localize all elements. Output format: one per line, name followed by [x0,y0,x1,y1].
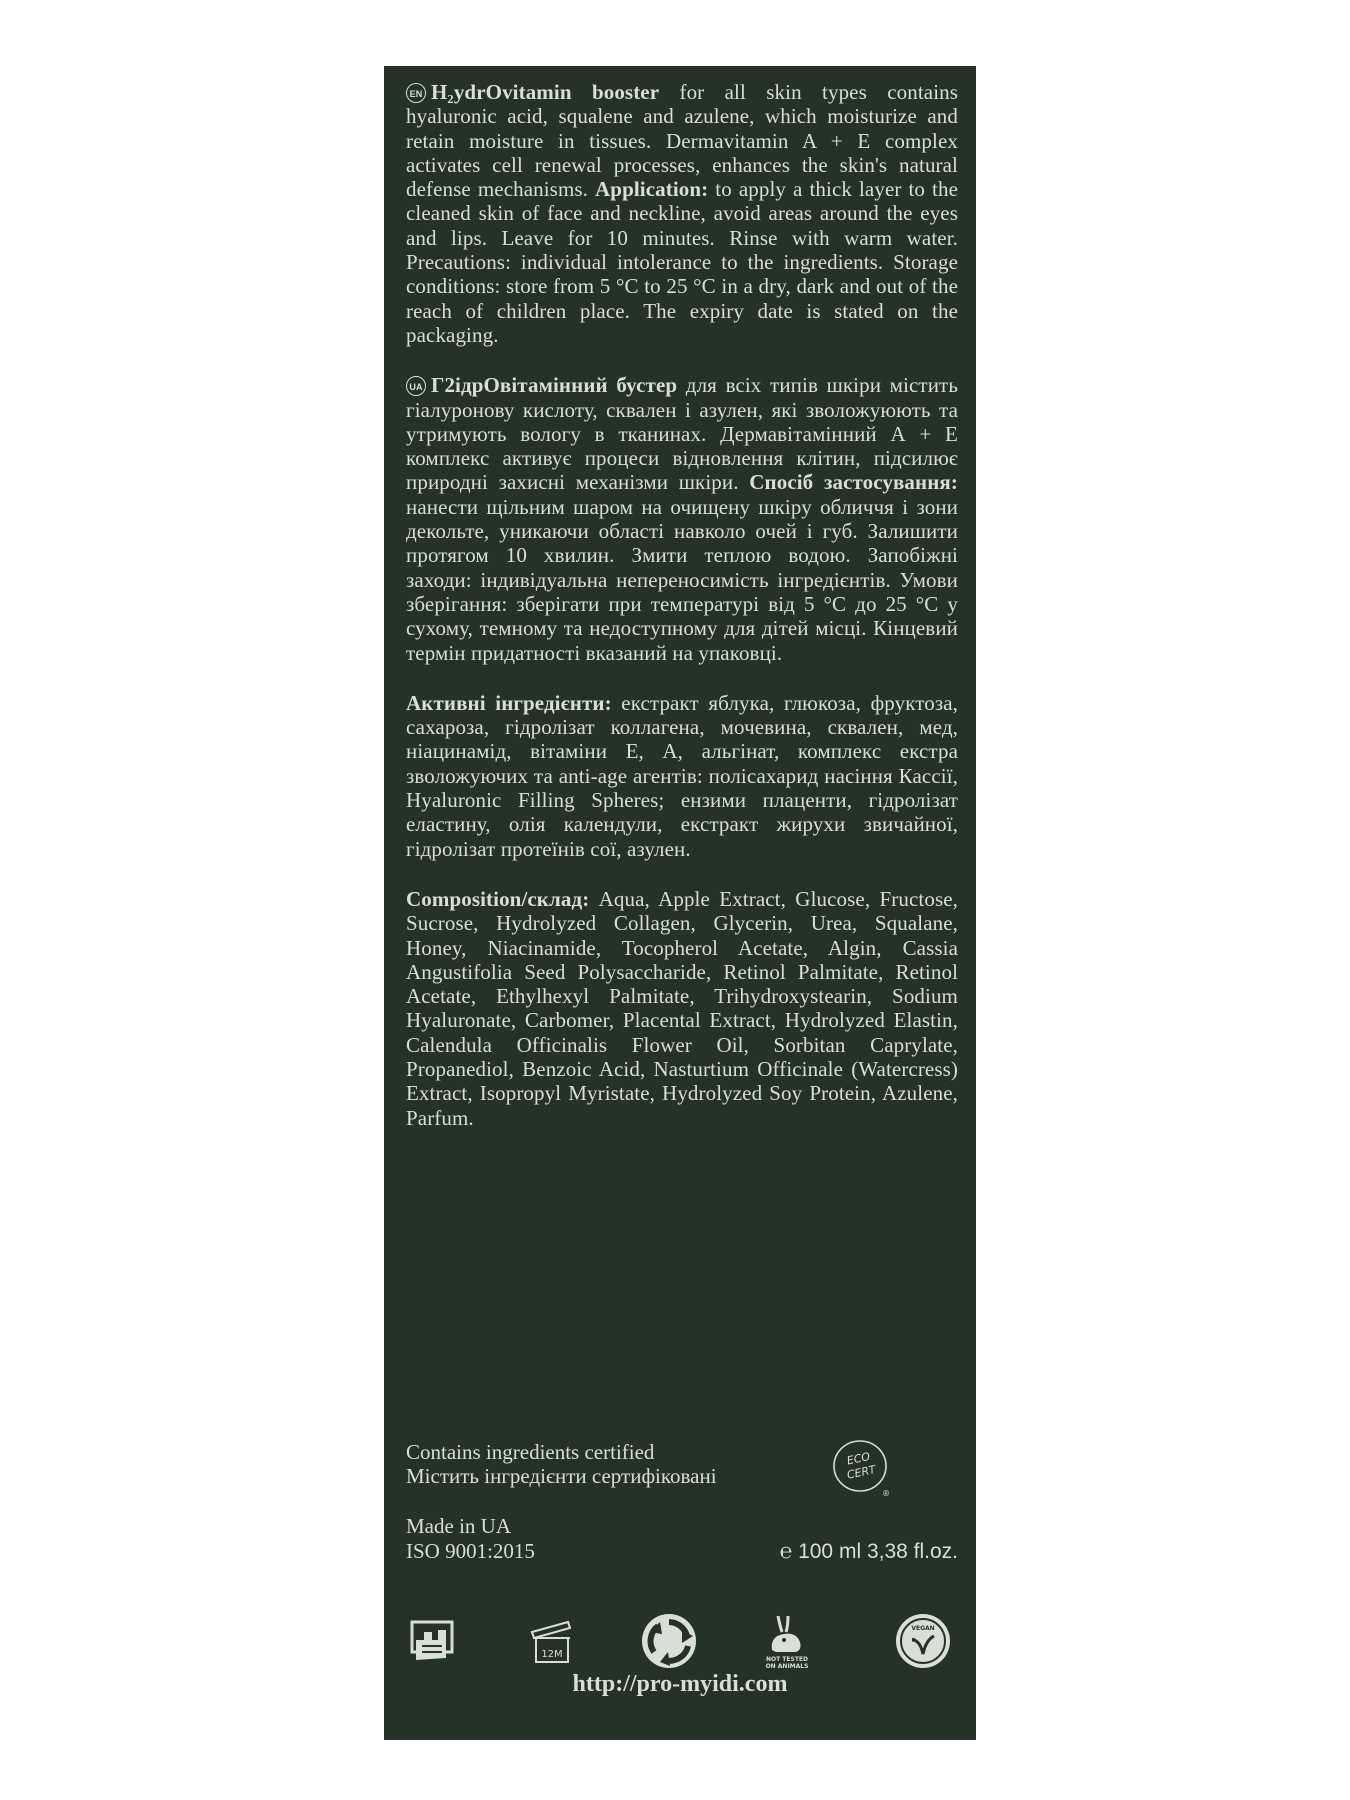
active-ingredients-text: екстракт яблука, глюкоза, фруктоза, сахароза, гідролізат коллагена, мочевина, сквален, мед, ніацинамід, вітаміни Е, А, альгінат, комплекс екстра зволожуючих та anti-age агентів: полісахарид насіння Кассії, Hyaluronic Filling Spheres; ензими плаценти, гідролізат еластину, олія календули, екстракт жирухи звичайної, гідролізат протеїнів сої, азулен. [406,690,958,861]
svg-text:ECO: ECO [845,1449,872,1468]
composition-label: Composition/склад: [406,886,590,911]
svg-text:ON ANIMALS: ON ANIMALS [765,1663,809,1670]
svg-text:12M: 12M [541,1649,563,1660]
ua-application-label: Спосіб застосування: [749,470,958,495]
website-url: http://pro-myidi.com [572,1671,788,1697]
ua-application-text: нанести щільним шаром на очищену шкіру обличчя і зони декольте, уникаючи області навколо очей і губ. Залишити протягом 10 хвилин. Змити теплою водою. Запобіжні заходи: індивідуальна непереносимість інгредієнтів. Умови зберігання: зберігати при температурі від 5 °C до 25 °C у сухому, темному та недоступному для дітей місці. Кінцевий термін придатності вказаний на упаковці. [406,494,958,665]
svg-text:NOT TESTED: NOT TESTED [766,1656,808,1663]
symbols-row [402,1610,962,1680]
certified-line-en: Contains ingredients certified [406,1440,655,1464]
active-ingredients-label: Активні інгредієнти: [406,690,612,715]
label-text [406,80,958,1130]
en-product-title: H₂ydrOvitamin booster [431,80,660,104]
jar-12m-icon [520,1610,582,1672]
ua-product-title: Г2ідрОвітамінний бустер [431,373,678,398]
svg-text:®: ® [882,1489,890,1498]
svg-text:VEGAN: VEGAN [911,1625,935,1632]
ua-language-icon: UA [406,376,426,396]
en-application-text: to apply a thick layer to the cleaned skin of face and neckline, avoid areas around the eyes and lips. Leave for 10 minutes. Rinse with warm water. Precautions: individual intolerance to the ingredients. Storage conditions: store from 5 °C to 25 °C in a dry, dark and out of the reach of children place. The expiry date is stated on the packaging. [406,177,958,347]
vegan-icon [892,1610,954,1672]
made-in-text: Made in UA [406,1514,511,1538]
not-tested-on-animals-icon [756,1610,818,1672]
ua-description-text: для всіх типів шкіри містить гіалуронову кислоту, сквален і азулен, які зволожуюють та утримують вологу в тканинах. Дермавітамінний А + Е комплекс активує процеси відновлення клітин, підсилює природні захисні механізми шкіри. [406,373,958,495]
package-back-panel [384,66,976,1740]
ukrainian-description [406,373,958,665]
active-ingredients [406,691,958,861]
en-description-text: for all skin types contains hyaluronic acid, squalene and azulene, which moisturize and retain moisture in tissues. Dermavitamin A + E complex activates cell renewal processes, enhances the skin's natural defense mechanisms. [406,80,958,202]
iso-text: ISO 9001:2015 [406,1539,535,1563]
en-application-label: Application: [595,177,709,202]
volume-text: ℮ 100 ml 3,38 fl.oz. [779,1540,958,1563]
composition [406,887,958,1130]
en-language-icon: EN [406,83,426,103]
svg-text:CERT: CERT [845,1462,877,1482]
recycle-icon [638,1610,700,1672]
english-description [406,80,958,347]
manufacturer-block [406,1514,958,1564]
certification-block [406,1440,958,1510]
hand-wash-icon [402,1610,464,1672]
composition-text: Aqua, Apple Extract, Glucose, Fructose, Sucrose, Hydrolyzed Collagen, Glycerin, Urea, Squalane, Honey, Niacinamide, Tocopherol Acetate, Algin, Cassia Angustifolia Seed Polysaccharide, Retinol Palmitate, Retinol Acetate, Ethylhexyl Palmitate, Trihydroxystearin, Sodium Hyaluronate, Carbomer, Placental Extract, Hydrolyzed Elastin, Calendula Officinalis Flower Oil, Sorbitan Caprylate, Propanediol, Benzoic Acid, Nasturtium Officinale (Watercress) Extract, Isopropyl Myristate, Hydrolyzed Soy Protein, Azulene, Parfum. [406,886,958,1130]
certified-line-ua: Містить інгредієнти сертифіковані [406,1464,717,1488]
ecocert-logo [830,1436,892,1498]
